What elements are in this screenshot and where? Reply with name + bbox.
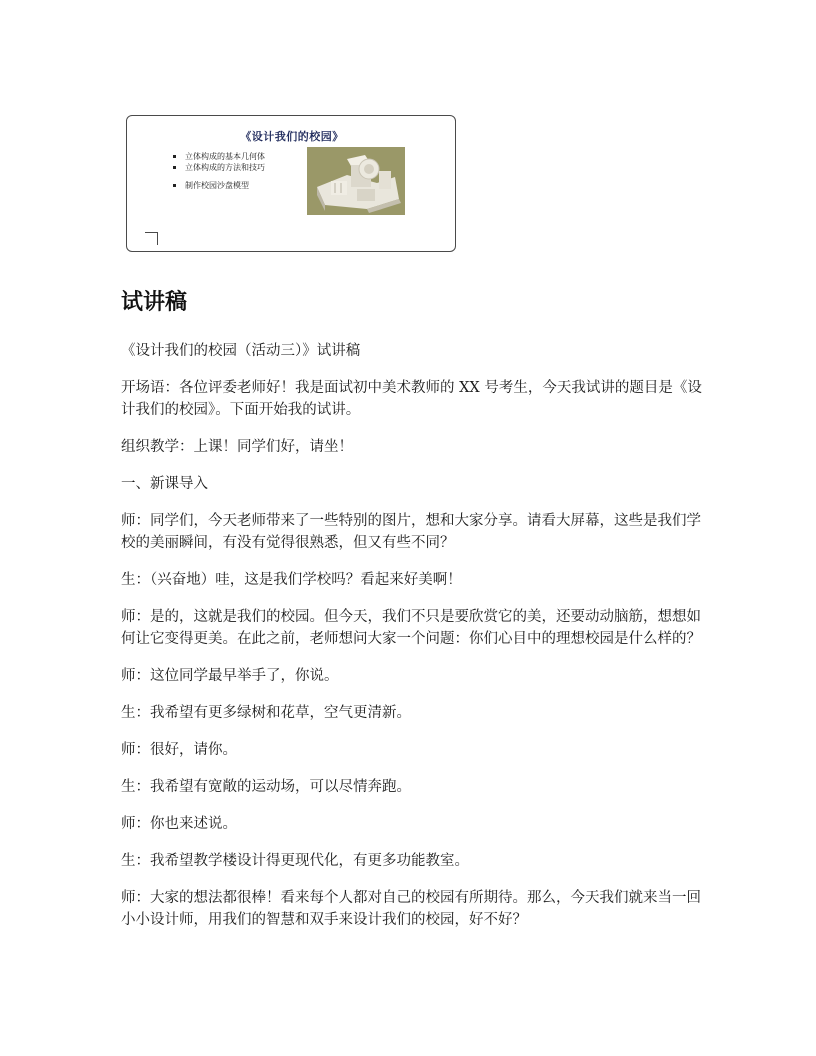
paragraph: 师：很好，请你。 (121, 742, 237, 758)
paragraph: 师：同学们，今天老师带来了一些特别的图片，想和大家分享。请看大屏幕，这些是我们学校的美丽瞬间，有没有觉得很熟悉，但又有些不同？ (121, 513, 701, 551)
paragraph: 师：这位同学最早举手了，你说。 (121, 668, 339, 684)
page-title: 试讲稿 (121, 290, 188, 315)
paragraph: 一、新课导入 (121, 476, 208, 492)
paragraph: 生：我希望有更多绿树和花草，空气更清新。 (121, 705, 411, 721)
slide-bullet: 制作校园沙盘模型 (173, 180, 265, 191)
slide-bullet: 立体构成的基本几何体 (173, 151, 265, 162)
slide-thumbnail (126, 115, 456, 252)
paragraph: 生：我希望有宽敞的运动场，可以尽情奔跑。 (121, 779, 411, 795)
paragraph: 师：你也来述说。 (121, 816, 237, 832)
document-body (121, 340, 711, 946)
paragraph: 组织教学：上课！同学们好，请坐！ (121, 439, 353, 455)
paragraph: 师：大家的想法都很棒！看来每个人都对自己的校园有所期待。那么，今天我们就来当一回小小设计师，用我们的智慧和双手来设计我们的校园，好不好？ (121, 890, 701, 928)
slide-bullet-list (173, 151, 265, 191)
paragraph: 师：是的，这就是我们的校园。但今天，我们不只是要欣赏它的美，还要动动脑筋，想想如何让它变得更美。在此之前，老师想问大家一个问题：你们心目中的理想校园是什么样的？ (121, 609, 701, 647)
slide-corner-mark (145, 232, 158, 245)
slide-bullet: 立体构成的方法和技巧 (173, 162, 265, 173)
architecture-model-icon (307, 147, 405, 215)
paragraph: 《设计我们的校园（活动三）》试讲稿 (121, 343, 361, 359)
paragraph: 生：我希望教学楼设计得更现代化，有更多功能教室。 (121, 853, 469, 869)
paragraph: 开场语：各位评委老师好！我是面试初中美术教师的 XX 号考生，今天我试讲的题目是《设计我们的校园》。下面开始我的试讲。 (121, 380, 702, 418)
paragraph: 生：（兴奋地）哇，这是我们学校吗？看起来好美啊！ (121, 572, 462, 588)
slide-title: 《设计我们的校园》 (240, 130, 344, 143)
